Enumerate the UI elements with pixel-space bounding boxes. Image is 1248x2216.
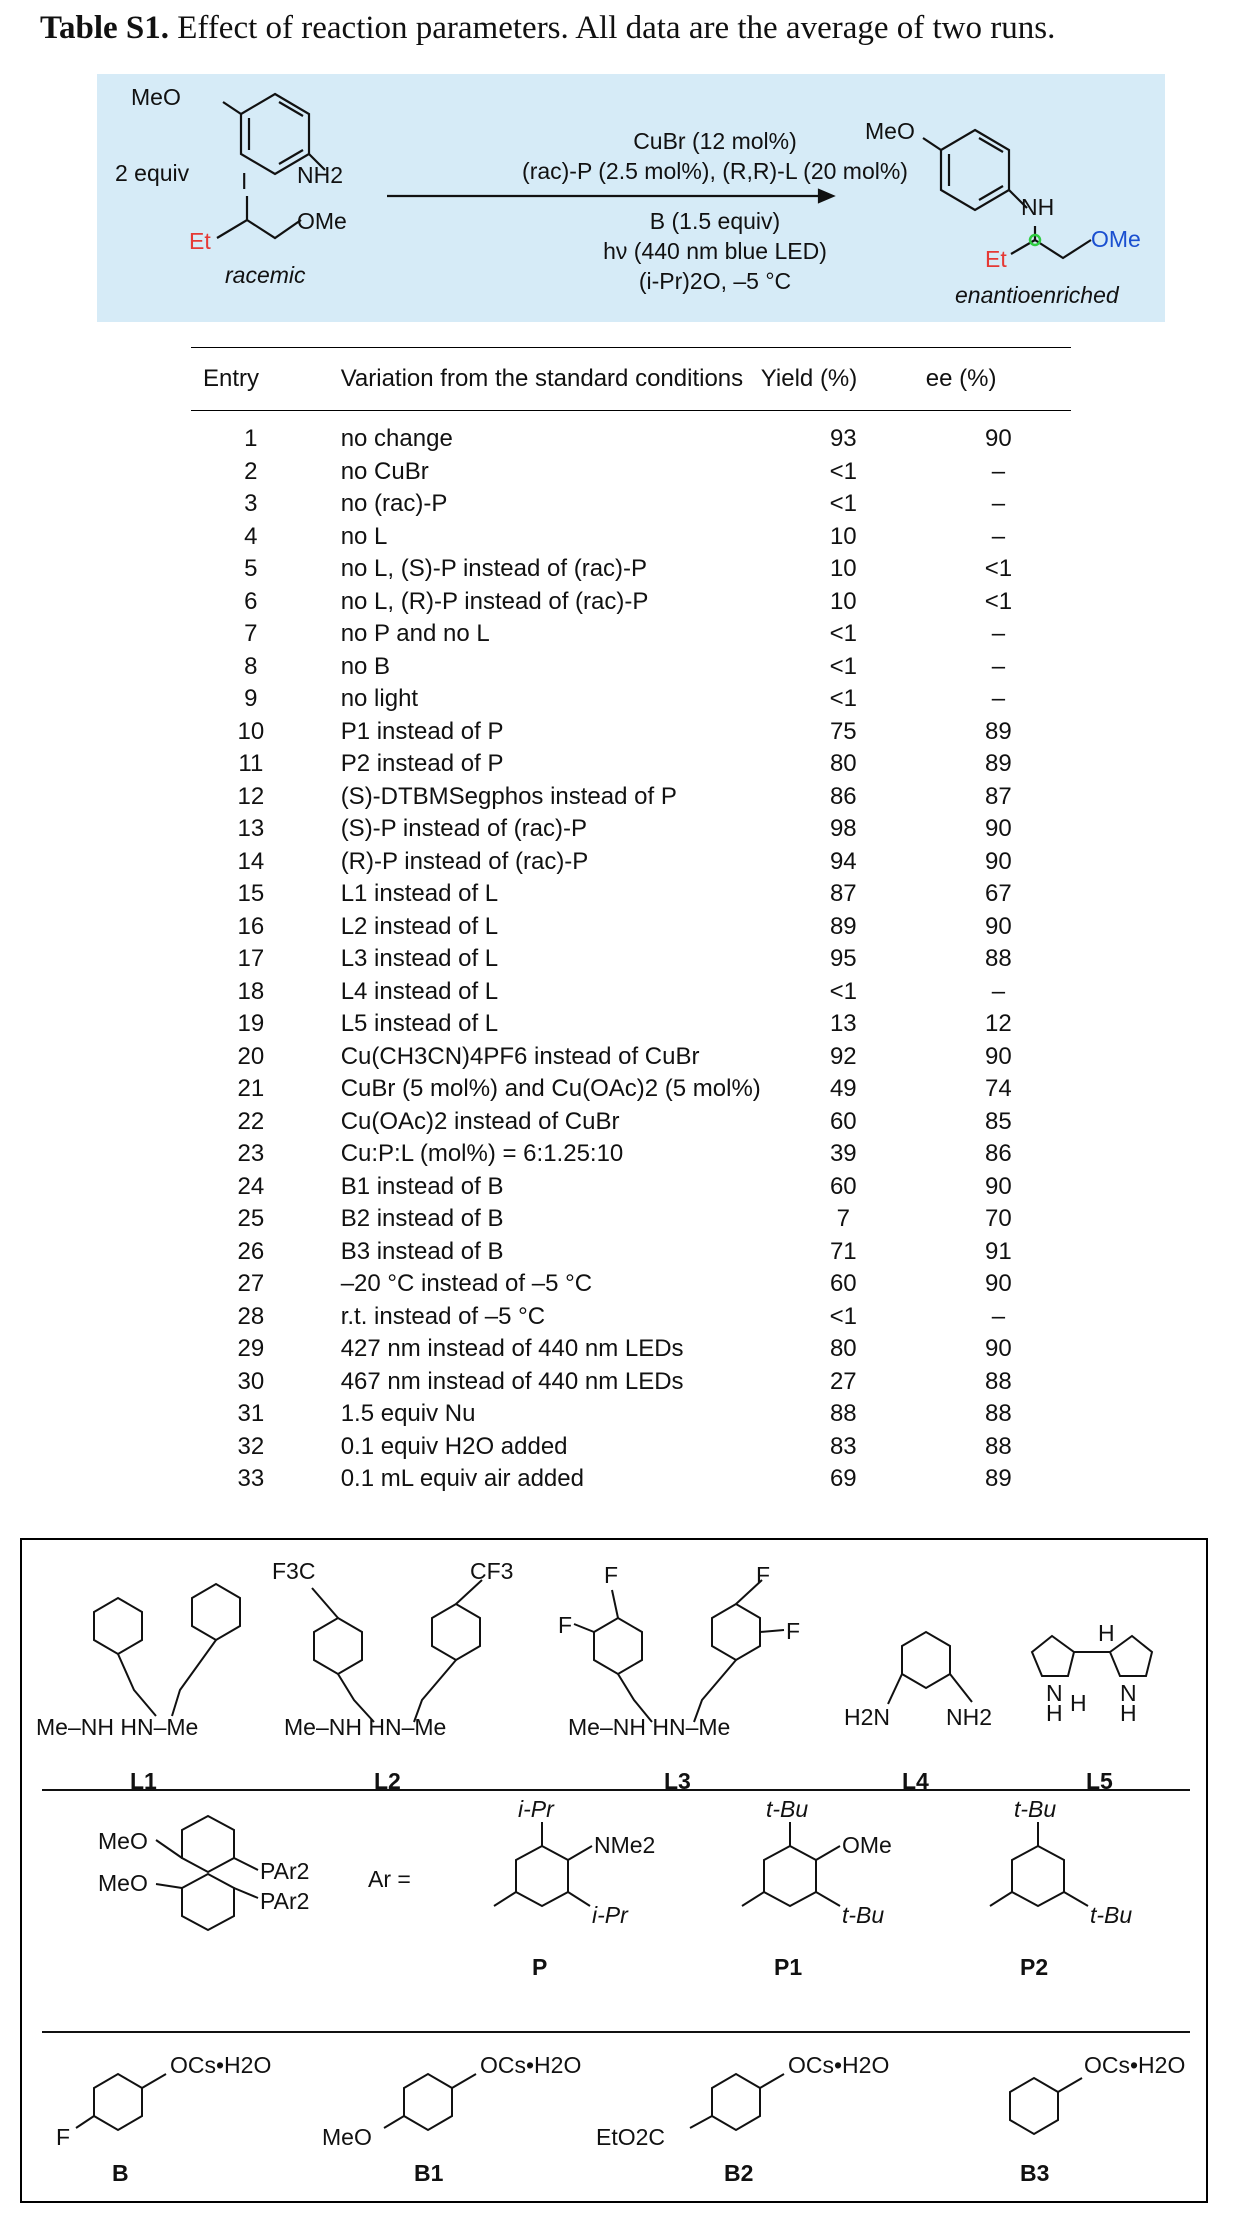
yield-cell: <1 <box>829 620 857 647</box>
condition-line-5: (i-Pr)2O, –5 °C <box>638 268 792 294</box>
yield-cell: 10 <box>829 555 857 582</box>
yield-cell: 60 <box>829 1172 857 1200</box>
entry-cell: 24 <box>237 1172 265 1200</box>
table-row <box>191 1431 1071 1464</box>
yield-cell: 75 <box>829 717 857 745</box>
ee-cell: 74 <box>985 1075 1012 1102</box>
entry-cell: 11 <box>238 750 264 777</box>
entry-cell: 4 <box>244 522 258 550</box>
l4-amine-right: NH2 <box>946 1704 993 1730</box>
caption-label: Table S1. <box>40 10 170 46</box>
variation-cell: L3 instead of L <box>340 945 499 972</box>
ee-cell: 88 <box>985 1400 1012 1427</box>
condition-line-3: B (1.5 equiv) <box>649 208 781 234</box>
table-row <box>191 846 1071 879</box>
product-meo: MeO <box>865 118 915 144</box>
table-row <box>191 651 1071 684</box>
yield-cell: 60 <box>829 1270 857 1297</box>
variation-cell: 0.1 mL equiv air added <box>340 1465 584 1492</box>
variation-cell: (R)-P instead of (rac)-P <box>340 847 589 875</box>
table-row <box>191 976 1071 1009</box>
entry-cell: 9 <box>244 685 258 712</box>
l5-n-left: N <box>1046 1680 1063 1706</box>
table-row <box>191 943 1071 976</box>
table-row <box>191 781 1071 814</box>
table-row <box>191 1106 1071 1139</box>
variation-cell: no light <box>340 685 419 712</box>
table-caption <box>40 10 1055 47</box>
entry-cell: 13 <box>237 815 265 842</box>
core-par-top: PAr2 <box>260 1858 310 1884</box>
ee-cell: 90 <box>985 815 1012 842</box>
variation-cell: 427 nm instead of 440 nm LEDs <box>340 1335 684 1362</box>
ee-cell: <1 <box>984 555 1013 582</box>
table-row <box>191 1301 1071 1334</box>
variation-cell: Cu(OAc)2 instead of CuBr <box>340 1107 620 1135</box>
variation-cell: no L, (S)-P instead of (rac)-P <box>340 555 648 582</box>
variation-cell: CuBr (5 mol%) and Cu(OAc)2 (5 mol%) <box>340 1075 761 1102</box>
p1-bottom-right: t-Bu <box>842 1902 885 1928</box>
entry-cell: 22 <box>237 1107 265 1135</box>
entry-cell: 1 <box>244 425 258 452</box>
l5-h-left: H <box>1046 1700 1063 1726</box>
p-bottom-right: i-Pr <box>592 1902 628 1928</box>
l1-amines: Me–NH HN–Me <box>36 1714 199 1740</box>
core-par-bottom: PAr2 <box>260 1888 310 1914</box>
l3-f-top-right: F <box>756 1562 771 1588</box>
table-row <box>191 1463 1071 1496</box>
yield-cell: 69 <box>829 1465 857 1492</box>
ee-cell: 12 <box>985 1010 1012 1037</box>
table-row <box>191 878 1071 911</box>
variation-cell: B3 instead of B <box>340 1237 504 1265</box>
l3-f-top-left: F <box>604 1562 619 1588</box>
ee-cell: – <box>991 1302 1006 1330</box>
yield-cell: <1 <box>829 457 857 485</box>
ee-cell: – <box>991 522 1006 550</box>
entry-cell: 26 <box>237 1237 265 1265</box>
yield-cell: 88 <box>829 1400 857 1427</box>
entry-cell: 2 <box>244 457 258 485</box>
variation-cell: 467 nm instead of 440 nm LEDs <box>340 1367 684 1395</box>
ee-cell: 67 <box>985 880 1012 907</box>
halide-ome: OMe <box>297 208 347 234</box>
yield-cell: 80 <box>829 1335 857 1362</box>
table-row <box>191 411 1071 456</box>
table-row <box>191 618 1071 651</box>
amine-meo: MeO <box>131 84 181 110</box>
variation-cell: Cu(CH3CN)4PF6 instead of CuBr <box>340 1042 700 1070</box>
p2-bottom-right: t-Bu <box>1090 1902 1133 1928</box>
variation-cell: B2 instead of B <box>340 1205 504 1232</box>
variation-cell: Cu:P:L (mol%) = 6:1.25:10 <box>340 1140 624 1167</box>
ee-cell: 88 <box>985 1367 1012 1395</box>
variation-cell: (S)-DTBMSegphos instead of P <box>340 782 677 810</box>
variation-cell: –20 °C instead of –5 °C <box>340 1270 593 1297</box>
condition-line-1: CuBr (12 mol%) <box>633 128 797 154</box>
product-nh: NH <box>1021 194 1055 220</box>
entry-cell: 27 <box>237 1270 265 1297</box>
entry-cell: 7 <box>244 620 258 647</box>
l3-f-left: F <box>558 1612 573 1638</box>
table-row <box>191 716 1071 749</box>
halide-chain <box>217 220 301 238</box>
yield-cell: 27 <box>829 1367 857 1395</box>
entry-cell: 10 <box>237 717 265 745</box>
variation-cell: no L, (R)-P instead of (rac)-P <box>340 587 649 615</box>
b2-para: EtO2C <box>596 2124 666 2150</box>
entry-cell: 31 <box>237 1400 265 1427</box>
variation-cell: no (rac)-P <box>340 490 448 517</box>
variation-cell: L1 instead of L <box>340 880 499 907</box>
entry-cell: 16 <box>237 912 265 940</box>
product-label: enantioenriched <box>955 282 1119 308</box>
yield-cell: 92 <box>829 1042 857 1070</box>
yield-cell: 71 <box>829 1237 857 1265</box>
condition-line-2: (rac)-P (2.5 mol%), (R,R)-L (20 mol%) <box>522 158 908 184</box>
variation-cell: 0.1 equiv H2O added <box>340 1432 568 1460</box>
ee-cell: <1 <box>984 587 1013 615</box>
l4-label: L4 <box>902 1768 929 1794</box>
ee-cell: 85 <box>985 1107 1012 1135</box>
variation-cell: no change <box>340 425 453 452</box>
entry-cell: 12 <box>237 782 265 810</box>
table-row <box>191 683 1071 716</box>
ee-cell: 90 <box>985 1042 1012 1070</box>
variation-cell: r.t. instead of –5 °C <box>340 1302 546 1330</box>
l4-amine-left: H2N <box>844 1704 891 1730</box>
l5-h-right: H <box>1120 1700 1137 1726</box>
variation-cell: L4 instead of L <box>340 977 499 1005</box>
l3-label: L3 <box>664 1768 691 1794</box>
yield-cell: 87 <box>829 880 857 907</box>
b3-group: OCs•H2O <box>1084 2052 1186 2078</box>
yield-cell: 10 <box>829 522 857 550</box>
entry-cell: 32 <box>237 1432 265 1460</box>
ar-equals: Ar = <box>368 1866 411 1892</box>
caption-text: Effect of reaction parameters. All data are the average of two runs. <box>177 10 1056 46</box>
entry-cell: 23 <box>237 1140 265 1167</box>
entry-cell: 8 <box>244 652 258 680</box>
entry-cell: 19 <box>237 1010 265 1037</box>
table-row <box>191 1398 1071 1431</box>
table-row <box>191 1073 1071 1106</box>
variation-cell: B1 instead of B <box>340 1172 504 1200</box>
variation-cell: no B <box>340 652 391 680</box>
table-row <box>191 1008 1071 1041</box>
yield-cell: <1 <box>829 685 857 712</box>
b2-label: B2 <box>724 2160 754 2186</box>
b1-group: OCs•H2O <box>480 2052 582 2078</box>
ee-cell: 87 <box>985 782 1012 810</box>
l2-amines: Me–NH HN–Me <box>284 1714 447 1740</box>
table-row <box>191 1138 1071 1171</box>
yield-cell: 10 <box>829 587 857 615</box>
yield-cell: 94 <box>829 847 857 875</box>
table-row <box>191 553 1071 586</box>
yield-cell: 80 <box>829 750 857 777</box>
ee-cell: 90 <box>985 912 1012 940</box>
b2-group: OCs•H2O <box>788 2052 890 2078</box>
entry-cell: 29 <box>237 1335 265 1362</box>
b1-label: B1 <box>414 2160 444 2186</box>
table-row <box>191 1171 1071 1204</box>
table-row <box>191 1203 1071 1236</box>
l2-label: L2 <box>374 1768 401 1794</box>
b1-para: MeO <box>322 2124 372 2150</box>
variation-cell: L2 instead of L <box>340 912 499 940</box>
table-row <box>191 813 1071 846</box>
table-row <box>191 488 1071 521</box>
table-row <box>191 911 1071 944</box>
results-table <box>191 347 1071 1496</box>
table-row <box>191 748 1071 781</box>
yield-cell: 83 <box>829 1432 857 1460</box>
ee-cell: 90 <box>985 1270 1012 1297</box>
l5-h-top: H <box>1098 1620 1115 1646</box>
yield-cell: <1 <box>829 977 857 1005</box>
table-row <box>191 1041 1071 1074</box>
p1-label: P1 <box>774 1954 803 1980</box>
variation-cell: L5 instead of L <box>340 1010 499 1037</box>
variation-cell: no L <box>340 522 388 550</box>
core-meo-top: MeO <box>98 1828 148 1854</box>
yield-cell: <1 <box>829 652 857 680</box>
variation-cell: P1 instead of P <box>340 717 504 745</box>
entry-cell: 28 <box>237 1302 265 1330</box>
entry-cell: 15 <box>237 880 265 907</box>
b-group: OCs•H2O <box>170 2052 272 2078</box>
product-ome: OMe <box>1091 226 1141 252</box>
p1-top: t-Bu <box>766 1796 809 1822</box>
b3-label: B3 <box>1020 2160 1050 2186</box>
b-label: B <box>112 2160 129 2186</box>
p-label: P <box>532 1954 548 1980</box>
ee-cell: 88 <box>985 945 1012 972</box>
l2-sub-right: CF3 <box>470 1558 514 1584</box>
l5-n-right: N <box>1120 1680 1137 1706</box>
amine-nh2: NH2 <box>297 162 344 188</box>
structures-drawing <box>22 1540 1210 2205</box>
yield-cell: 13 <box>829 1010 857 1037</box>
header-entry: Entry <box>191 348 311 411</box>
entry-cell: 20 <box>237 1042 265 1070</box>
table-row <box>191 586 1071 619</box>
table-row <box>191 521 1071 554</box>
yield-cell: 60 <box>829 1107 857 1135</box>
variation-cell: no P and no L <box>340 620 490 647</box>
header-yield: Yield (%) <box>761 348 926 411</box>
ee-cell: 70 <box>985 1205 1012 1232</box>
halide-iodide: I <box>241 168 248 194</box>
yield-cell: 49 <box>829 1075 857 1102</box>
l1-label: L1 <box>130 1768 157 1794</box>
ee-cell: – <box>991 685 1006 712</box>
p-top: i-Pr <box>518 1796 554 1822</box>
ee-cell: 91 <box>985 1237 1012 1265</box>
amine-equiv: 2 equiv <box>115 160 190 186</box>
ee-cell: – <box>991 457 1006 485</box>
product-et: Et <box>985 246 1007 272</box>
yield-cell: <1 <box>829 1302 857 1330</box>
l5-label: L5 <box>1086 1768 1113 1794</box>
ee-cell: – <box>991 652 1006 680</box>
ee-cell: – <box>991 977 1006 1005</box>
entry-cell: 21 <box>237 1075 265 1102</box>
p2-top: t-Bu <box>1014 1796 1057 1822</box>
ee-cell: – <box>991 490 1006 517</box>
b-para: F <box>56 2124 71 2150</box>
condition-line-4: hν (440 nm blue LED) <box>603 238 827 264</box>
yield-cell: 86 <box>829 782 857 810</box>
ee-cell: 90 <box>985 847 1012 875</box>
l3-amines: Me–NH HN–Me <box>568 1714 731 1740</box>
table-row <box>191 1268 1071 1301</box>
ee-cell: 88 <box>985 1432 1012 1460</box>
ee-cell: 90 <box>985 425 1012 452</box>
yield-cell: 95 <box>829 945 857 972</box>
variation-cell: (S)-P instead of (rac)-P <box>340 815 587 842</box>
l2-sub-left: F3C <box>272 1558 316 1584</box>
table-row <box>191 1333 1071 1366</box>
yield-cell: 93 <box>829 425 857 452</box>
entry-cell: 30 <box>237 1367 265 1395</box>
ee-cell: 89 <box>985 750 1012 777</box>
variation-cell: 1.5 equiv Nu <box>340 1400 476 1427</box>
yield-cell: 7 <box>836 1205 850 1232</box>
table-row <box>191 456 1071 489</box>
entry-cell: 5 <box>244 555 258 582</box>
halide-label: racemic <box>225 262 306 288</box>
yield-cell: 89 <box>829 912 857 940</box>
p-right: NMe2 <box>594 1832 656 1858</box>
structures-panel <box>20 1538 1208 2203</box>
entry-cell: 33 <box>237 1465 265 1492</box>
reaction-scheme <box>97 74 1165 322</box>
entry-cell: 25 <box>237 1205 265 1232</box>
l3-f-right: F <box>786 1618 801 1644</box>
entry-cell: 3 <box>244 490 258 517</box>
yield-cell: <1 <box>829 490 857 517</box>
ee-cell: 89 <box>985 717 1012 745</box>
table-row <box>191 1236 1071 1269</box>
table-body <box>191 411 1071 1496</box>
ee-cell: 90 <box>985 1172 1012 1200</box>
core-meo-bottom: MeO <box>98 1870 148 1896</box>
entry-cell: 17 <box>237 945 265 972</box>
variation-cell: no CuBr <box>340 457 429 485</box>
variation-cell: P2 instead of P <box>340 750 504 777</box>
entry-cell: 14 <box>237 847 265 875</box>
header-ee: ee (%) <box>926 348 1071 411</box>
halide-et: Et <box>189 228 211 254</box>
yield-cell: 98 <box>829 815 857 842</box>
p2-label: P2 <box>1020 1954 1049 1980</box>
entry-cell: 18 <box>237 977 265 1005</box>
yield-cell: 39 <box>829 1140 857 1167</box>
entry-cell: 6 <box>244 587 258 615</box>
table-row <box>191 1366 1071 1399</box>
header-variation: Variation from the standard conditions <box>311 348 761 411</box>
ee-cell: 90 <box>985 1335 1012 1362</box>
ee-cell: 86 <box>985 1140 1012 1167</box>
ee-cell: – <box>991 620 1006 647</box>
table-header-row <box>191 348 1071 411</box>
p1-right: OMe <box>842 1832 892 1858</box>
l5-h-center: H <box>1070 1690 1087 1716</box>
ee-cell: 89 <box>985 1465 1012 1492</box>
